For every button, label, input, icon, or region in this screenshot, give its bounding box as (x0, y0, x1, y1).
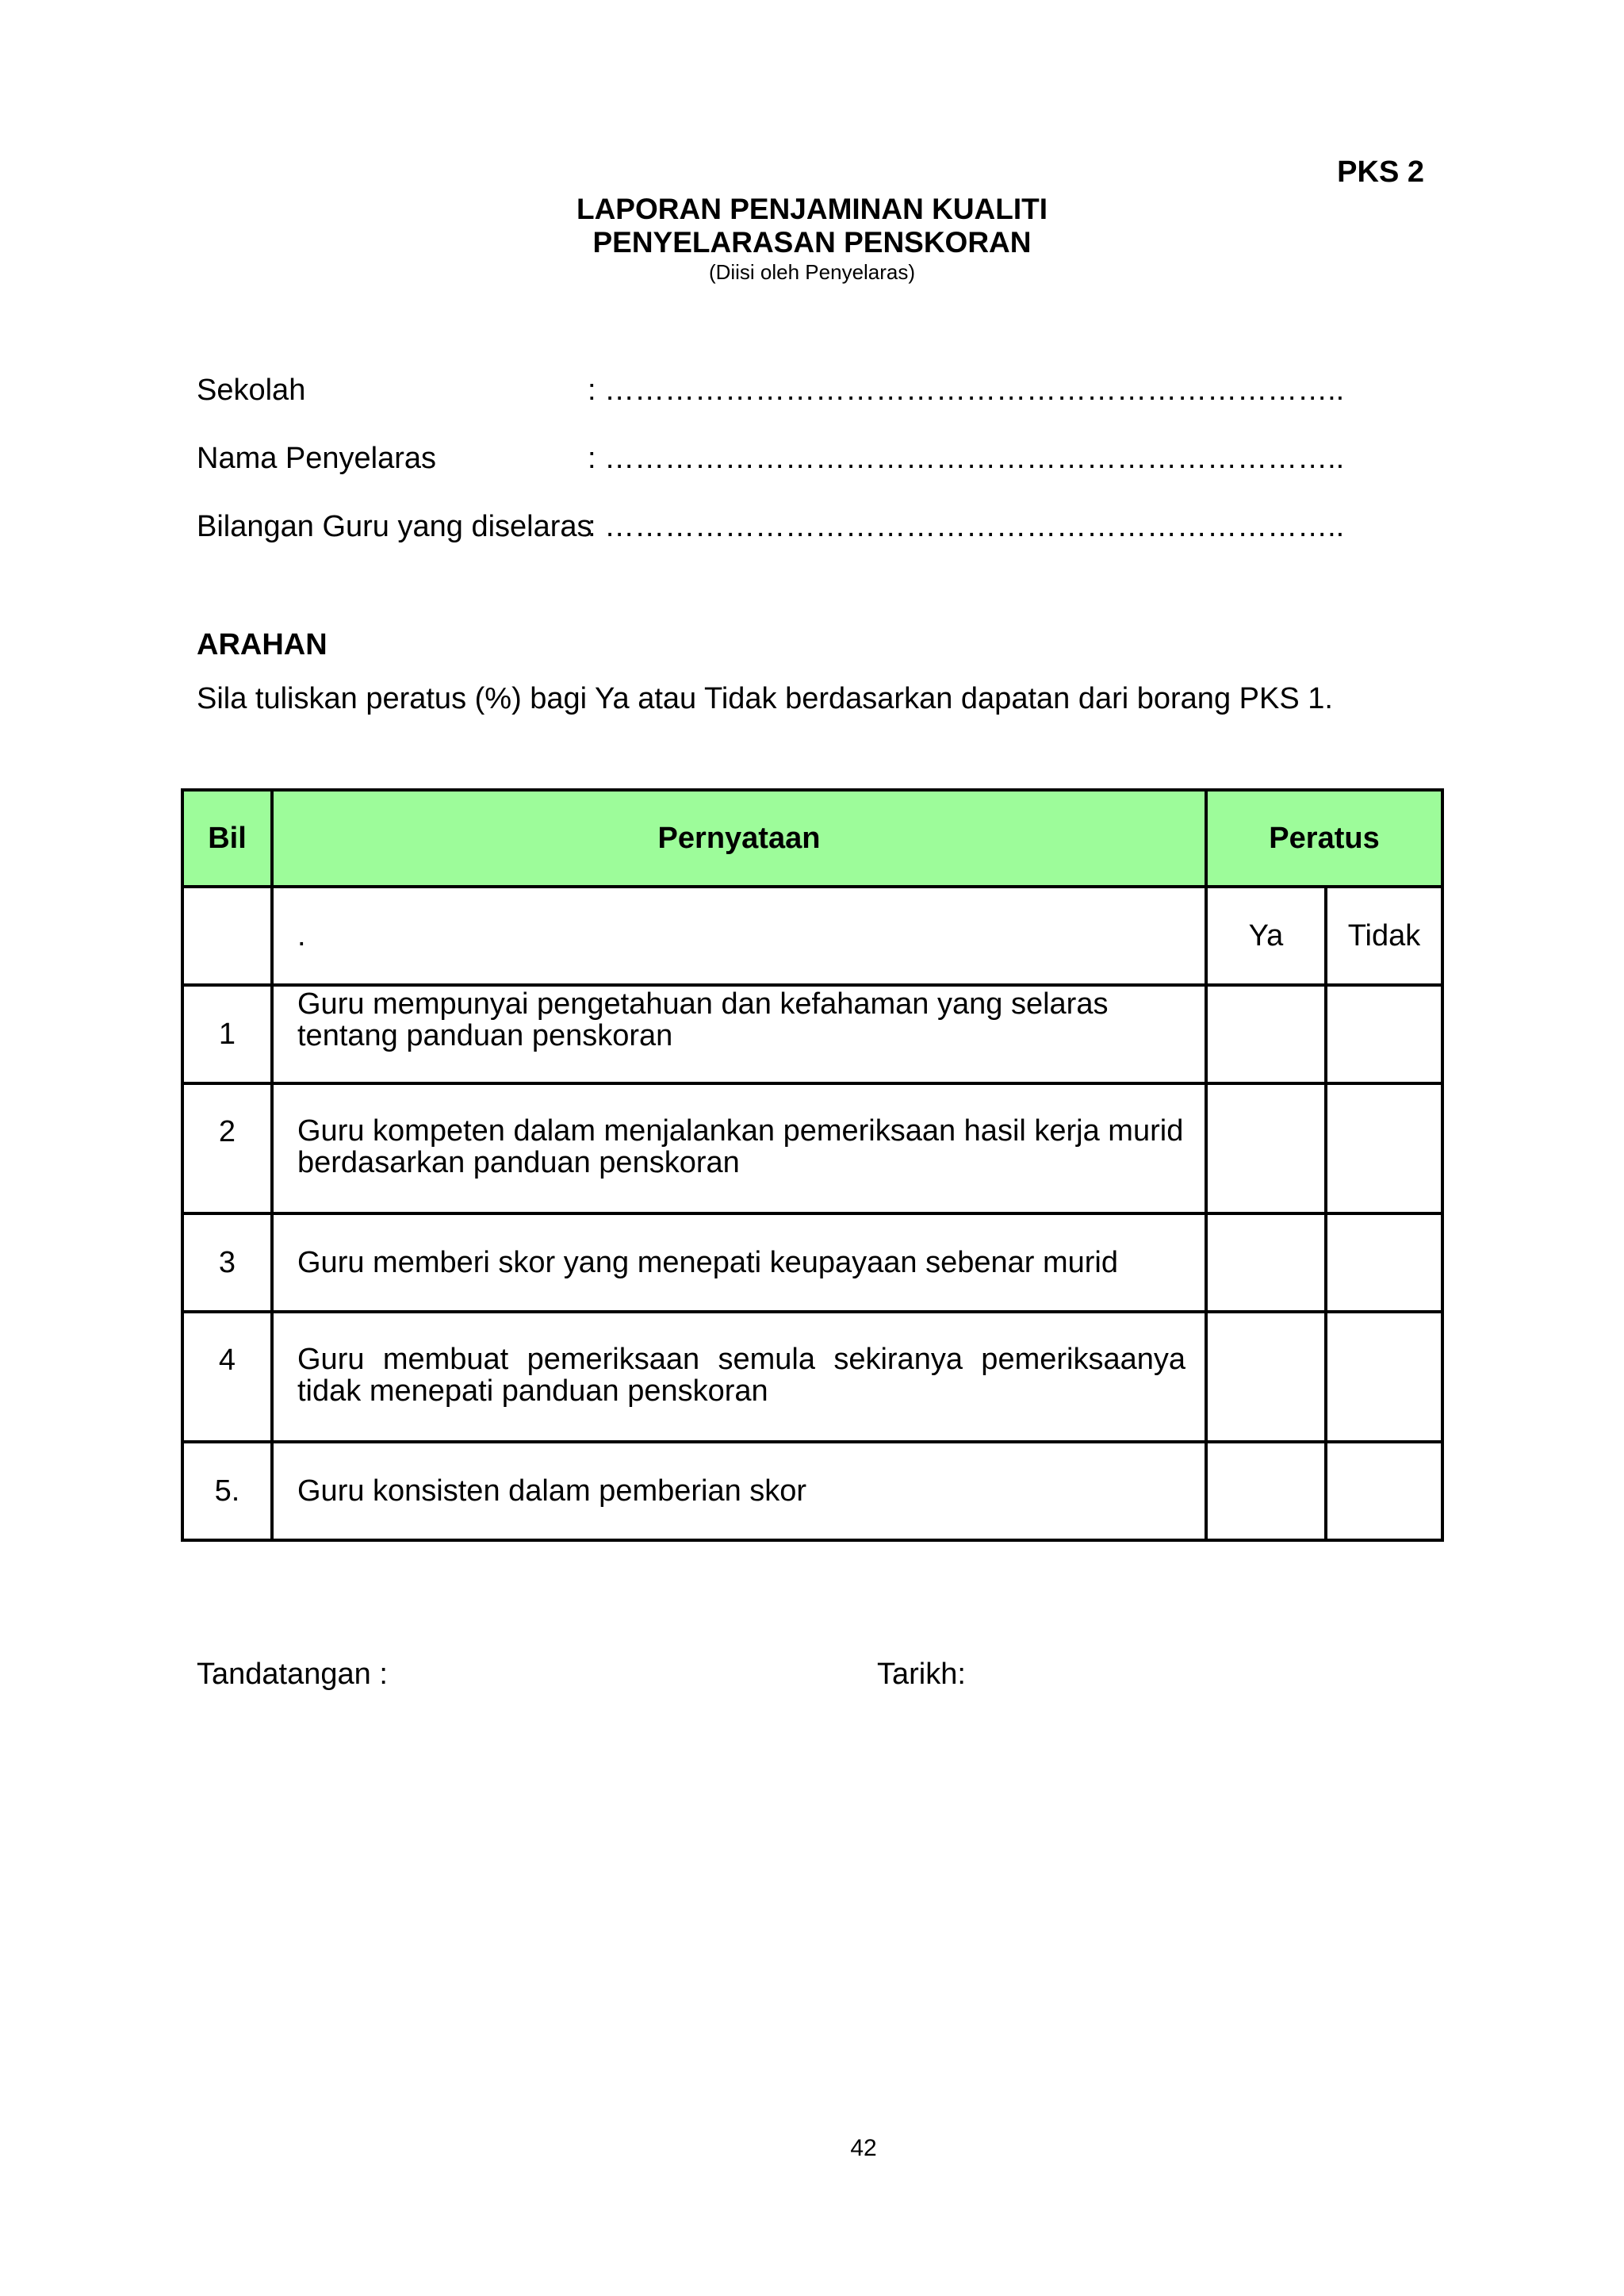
yes-percent-cell[interactable] (1206, 1442, 1326, 1540)
table-row (182, 1213, 1442, 1312)
school-label: Sekolah (197, 374, 306, 407)
subheader-no: Tidak (1326, 887, 1442, 985)
document-title-line2: PENYELARASAN PENSKORAN (592, 226, 1032, 259)
header-statement: Pernyataan (272, 790, 1206, 887)
header-bil: Bil (182, 790, 272, 887)
row-number: 3 (182, 1213, 272, 1312)
row-statement: Guru membuat pemeriksaan semula sekiranya pemeriksaanya tidak menepati panduan penskoran (272, 1312, 1206, 1442)
signature-label: Tandatangan : (197, 1658, 388, 1691)
table-header-row (182, 790, 1442, 887)
table-row (182, 985, 1442, 1083)
yes-percent-cell[interactable] (1206, 1083, 1326, 1213)
instruction-heading: ARAHAN (197, 628, 327, 661)
no-percent-cell[interactable] (1326, 1213, 1442, 1312)
subheader-yes: Ya (1206, 887, 1326, 985)
row-number: 2 (182, 1083, 272, 1213)
date-label: Tarikh: (877, 1658, 966, 1691)
subheader-statement: . (272, 887, 1206, 985)
school-field[interactable]: : ……………………………………………………………….. (588, 374, 1345, 407)
coordinator-name-label: Nama Penyelaras (197, 442, 437, 475)
page-number: 42 (850, 2135, 877, 2161)
row-number: 1 (182, 985, 272, 1083)
row-number: 4 (182, 1312, 272, 1442)
document-subtitle: (Diisi oleh Penyelaras) (708, 260, 916, 284)
row-statement: Guru kompeten dalam menjalankan pemeriksaan hasil kerja murid berdasarkan panduan penskoran (272, 1083, 1206, 1213)
document-title-line1: LAPORAN PENJAMINAN KUALITI (576, 193, 1048, 225)
table-row (182, 1442, 1442, 1540)
header-percent: Peratus (1206, 790, 1442, 887)
subheader-bil (182, 887, 272, 985)
row-statement: Guru mempunyai pengetahuan dan kefahaman yang selaras tentang panduan penskoran (272, 985, 1206, 1083)
row-statement: Guru memberi skor yang menepati keupayaan sebenar murid (272, 1213, 1206, 1312)
no-percent-cell[interactable] (1326, 1442, 1442, 1540)
yes-percent-cell[interactable] (1206, 985, 1326, 1083)
teacher-count-label: Bilangan Guru yang diselaras (197, 510, 592, 543)
yes-percent-cell[interactable] (1206, 1312, 1326, 1442)
coordinator-name-field[interactable]: : ……………………………………………………………….. (588, 442, 1345, 475)
row-number: 5. (182, 1442, 272, 1540)
assessment-table (181, 788, 1444, 1542)
table-row (182, 1083, 1442, 1213)
instruction-text: Sila tuliskan peratus (%) bagi Ya atau Tidak berdasarkan dapatan dari borang PKS 1. (197, 682, 1333, 715)
table-subheader-row (182, 887, 1442, 985)
no-percent-cell[interactable] (1326, 985, 1442, 1083)
teacher-count-field[interactable]: : ……………………………………………………………….. (588, 510, 1345, 543)
row-statement: Guru konsisten dalam pemberian skor (272, 1442, 1206, 1540)
no-percent-cell[interactable] (1326, 1312, 1442, 1442)
no-percent-cell[interactable] (1326, 1083, 1442, 1213)
table-row (182, 1312, 1442, 1442)
yes-percent-cell[interactable] (1206, 1213, 1326, 1312)
form-code: PKS 2 (1337, 155, 1424, 189)
